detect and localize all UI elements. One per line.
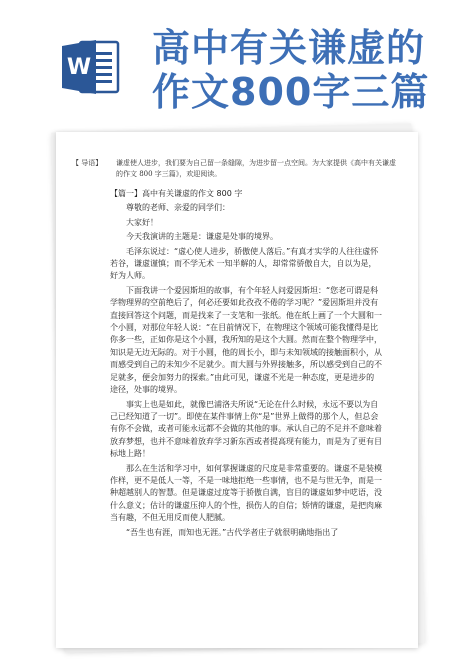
paragraph: “吾生也有涯，而知也无涯。”古代学者庄子就很明确地指出了: [126, 527, 339, 537]
paragraph: 那么在生活和学习中，如何掌握谦虚的尺度是非常重要的。谦虚不是装模作样，更不是低人一等，不是一味地拒绝一些事情，也不是与世无争，而是一种超越别人的智慧。但是谦虚过度等于骄傲自满，盲目的谦虚如梦中呓语，没什么意义；估计的谦虚压抑人的个性，损伤人的自信；矫情的谦虚，是把肉麻当有趣，不但无用反而使人肥腻。: [110, 463, 382, 523]
guide-block: [72, 158, 396, 180]
header: [0, 0, 474, 130]
paragraph: 今天我演讲的主题是：谦虚是处事的境界。: [126, 232, 278, 242]
guide-text: 谦虚使人进步，我们要为自己留一条缝隙，为进步留一点空间。为大家提供《高中有关谦虚的作文 800 字三篇》，欢迎阅读。: [116, 159, 396, 178]
logo-letter: W: [66, 55, 92, 80]
paragraph: 尊敬的老师、亲爱的同学们：: [126, 203, 230, 213]
paragraph: 毛泽东说过：“虚心使人进步，骄傲使人落后。”有真才实学的人往往虚怀若谷，谦虚谨慎；而不学无术 一知半解的人，却常常骄傲自大，自以为是，好为人师。: [110, 246, 379, 281]
guide-tag: 【 导语】: [72, 159, 103, 167]
page-title: 高中有关谦虚的作文800字三篇: [152, 26, 430, 114]
paragraph: 大家好！: [126, 217, 158, 227]
word-document-icon: [60, 36, 122, 98]
document-page: [56, 132, 418, 648]
paragraph: 事实上也是如此，就像巴浦洛夫所说“无论在什么时候，永远不要以为自己已经知道了一切”。即使在某件事情上你“是”世界上做得的那个人，但总会有你不会做，或者可能永远都不会做的其他的事。承认自己的不足并不意味着放弃梦想，也并不意味着放弃学习新东西或者提高现有能力，而是为了更有目标地上路！: [110, 399, 382, 459]
document-body: [110, 188, 382, 541]
paragraph: 下面我讲一个爱因斯坦的故事，有个年轻人问爱因斯坦：“您老可谓是科学物理界的空前绝后了，何必还要如此孜孜不倦的学习呢？”爱因斯坦并没有直接回答这个问题，而是找来了一支笔和一张纸。他在纸上画了一个大圆和一个小圆，对那位年轻人说：“在目前情况下，在物理这个领域可能我懂得是比你多一些，正如你是这个小圆，我所知的是这个大圆。然而在整个物理学中，知识是无边无际的。对于小圆，他的周长小，即与未知领域的接触面积小，从而感受到自己的未知少不足就少。而大圆与外界接触多，所以感受到自己的不足就多，便会加努力的探索。”由此可见，谦虚不光是一种态度，更是进步的途径，处事的境界。: [110, 285, 382, 395]
section-heading: 【篇一】高中有关谦虚的作文 800 字: [110, 189, 243, 198]
